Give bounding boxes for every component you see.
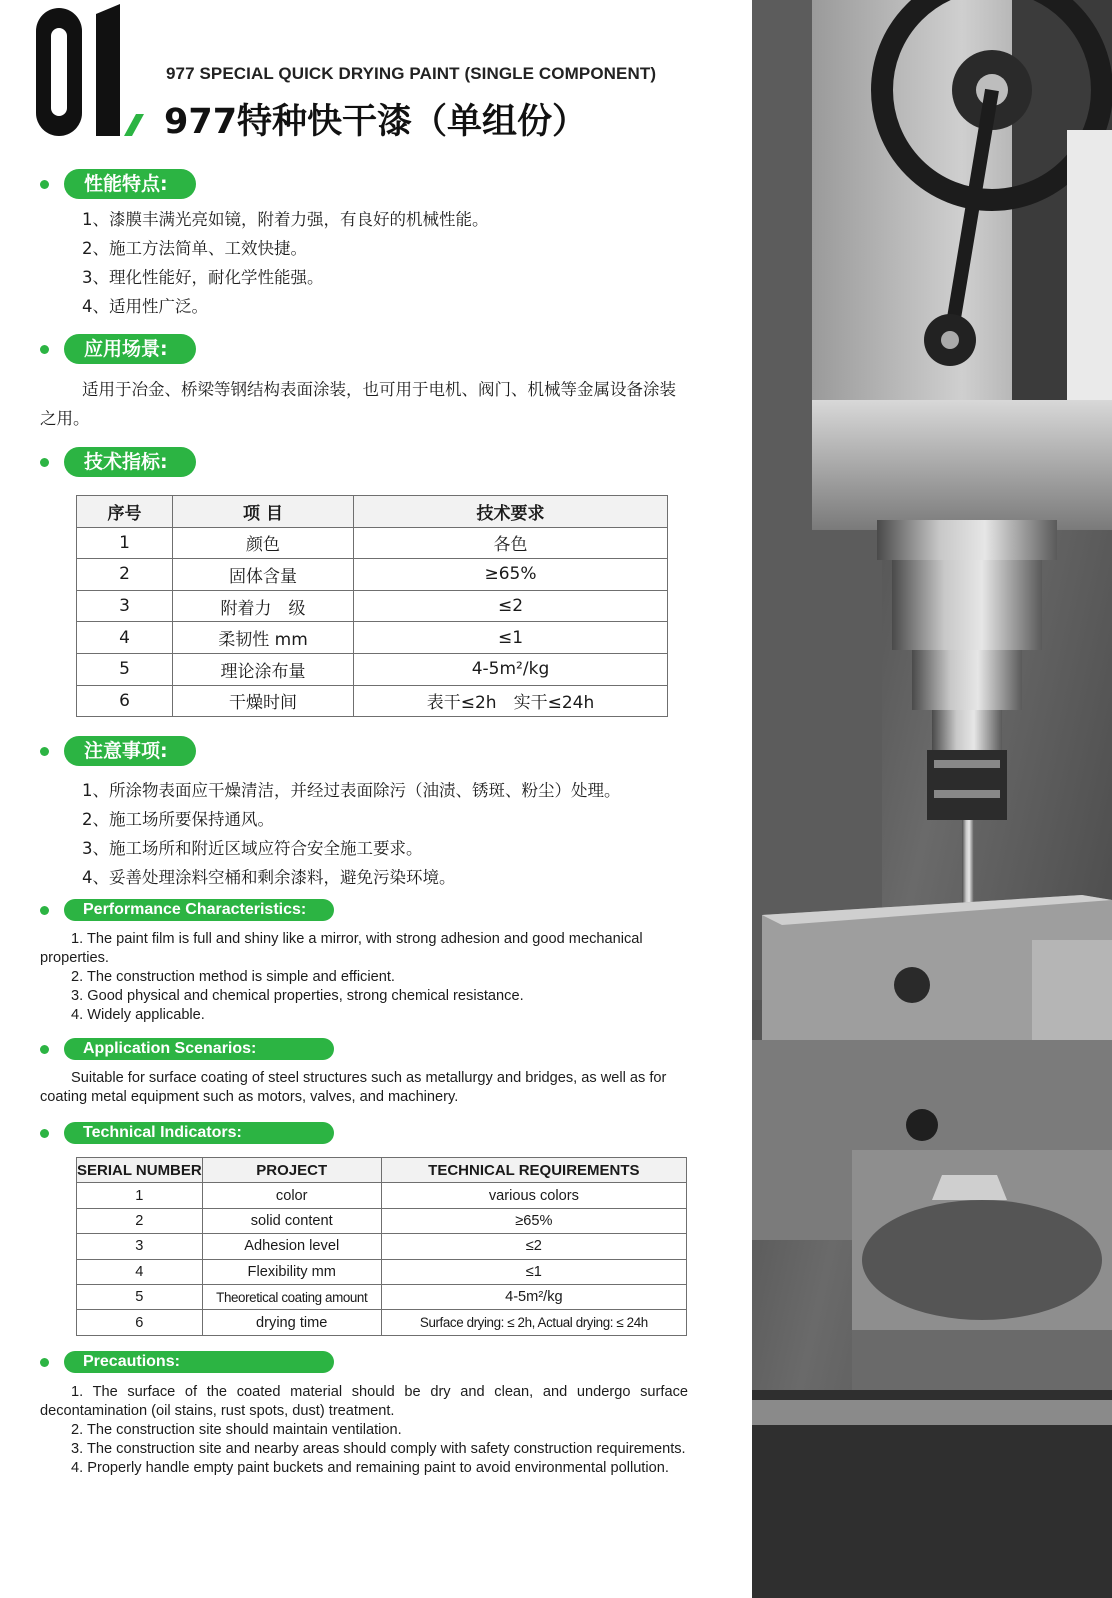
- column-header: 项 目: [173, 496, 354, 528]
- title-chinese: 977特种快干漆（单组份）: [164, 102, 588, 142]
- list-item: 1、漆膜丰满光亮如镜，附着力强，有良好的机械性能。: [82, 210, 489, 229]
- table-cell: 5: [77, 653, 173, 685]
- section-heading-precautions-cn: [40, 736, 196, 766]
- table-header-row: [77, 496, 668, 528]
- bullet-icon: [40, 906, 49, 915]
- table-cell: Surface drying: ≤ 2h, Actual drying: ≤ 24h: [381, 1310, 686, 1335]
- list-item: 3、理化性能好，耐化学性能强。: [82, 268, 324, 287]
- table-row: [77, 1310, 687, 1335]
- table-cell: 柔韧性 mm: [173, 622, 354, 654]
- table-cell: 6: [77, 685, 173, 717]
- section-heading-performance-cn: [40, 169, 196, 199]
- table-cell: ≥65%: [354, 559, 668, 591]
- list-item: 3、施工场所和附近区域应符合安全施工要求。: [82, 839, 423, 858]
- precautions-list-en: [40, 1383, 688, 1478]
- performance-list-cn: [82, 205, 489, 321]
- table-row: [77, 685, 668, 717]
- section-heading-indicators-cn: [40, 447, 196, 477]
- table-cell: 各色: [354, 527, 668, 559]
- table-row: [77, 1234, 687, 1259]
- table-cell: 3: [77, 590, 173, 622]
- table-cell: 附着力 级: [173, 590, 354, 622]
- table-row: [77, 622, 668, 654]
- table-cell: ≥65%: [381, 1208, 686, 1233]
- bullet-icon: [40, 180, 49, 189]
- table-cell: 4-5m²/kg: [381, 1284, 686, 1309]
- table-cell: Adhesion level: [202, 1234, 381, 1259]
- section-heading-precautions-en: [40, 1351, 334, 1373]
- table-cell: 固体含量: [173, 559, 354, 591]
- list-item: 1. The surface of the coated material should be dry and clean, and undergo surface decontamination (oil stains, rust spots, dust) treatment.: [40, 1384, 688, 1419]
- section-pill: Technical Indicators:: [64, 1122, 334, 1144]
- table-cell: 2: [77, 1208, 203, 1233]
- application-text-en: [40, 1069, 688, 1107]
- table-cell: ≤2: [354, 590, 668, 622]
- section-heading-indicators-en: [40, 1122, 334, 1144]
- list-item: 1. The paint film is full and shiny like a mirror, with strong adhesion and good mechanical properties.: [40, 931, 643, 966]
- table-row: [77, 527, 668, 559]
- paragraph: Suitable for surface coating of steel structures such as metallurgy and bridges, as well as for coating metal equipment such as motors, valves, and machinery.: [40, 1070, 667, 1105]
- table-cell: 4: [77, 1259, 203, 1284]
- table-cell: 2: [77, 559, 173, 591]
- list-item: 2. The construction site should maintain ventilation.: [71, 1422, 402, 1438]
- list-item: 2. The construction method is simple and efficient.: [71, 969, 395, 985]
- column-header: 技术要求: [354, 496, 668, 528]
- table-header-row: [77, 1158, 687, 1183]
- bullet-icon: [40, 747, 49, 756]
- section-pill: Performance Characteristics:: [64, 899, 334, 921]
- table-cell: drying time: [202, 1310, 381, 1335]
- section-pill: 性能特点:: [64, 169, 196, 199]
- indicators-table-en: [76, 1157, 687, 1336]
- table-cell: 干燥时间: [173, 685, 354, 717]
- column-header: PROJECT: [202, 1158, 381, 1183]
- table-cell: 1: [77, 1183, 203, 1208]
- section-pill: Application Scenarios:: [64, 1038, 334, 1060]
- table-row: [77, 653, 668, 685]
- list-item: 2、施工方法简单、工效快捷。: [82, 239, 307, 258]
- table-cell: 3: [77, 1234, 203, 1259]
- table-row: [77, 590, 668, 622]
- table-row: [77, 1208, 687, 1233]
- list-item: 4、适用性广泛。: [82, 297, 208, 316]
- list-item: 1、所涂物表面应干燥清洁，并经过表面除污（油渍、锈斑、粉尘）处理。: [82, 781, 621, 800]
- title-english: 977 SPECIAL QUICK DRYING PAINT (SINGLE COMPONENT): [166, 64, 657, 83]
- table-cell: ≤1: [354, 622, 668, 654]
- table-row: [77, 1183, 687, 1208]
- section-number-graphic: [36, 2, 144, 140]
- section-pill: 技术指标:: [64, 447, 196, 477]
- table-cell: various colors: [381, 1183, 686, 1208]
- table-cell: 1: [77, 527, 173, 559]
- section-pill: 注意事项:: [64, 736, 196, 766]
- list-item: 2、施工场所要保持通风。: [82, 810, 274, 829]
- application-text-cn: 适用于冶金、桥梁等钢结构表面涂装，也可用于电机、阀门、机械等金属设备涂装之用。: [40, 380, 676, 428]
- table-cell: 4: [77, 622, 173, 654]
- table-cell: 6: [77, 1310, 203, 1335]
- bullet-icon: [40, 1129, 49, 1138]
- list-item: 4、妥善处理涂料空桶和剩余漆料，避免污染环境。: [82, 868, 456, 887]
- bullet-icon: [40, 1045, 49, 1054]
- drill-press-photo: [752, 0, 1112, 1598]
- section-pill: Precautions:: [64, 1351, 334, 1373]
- table-cell: solid content: [202, 1208, 381, 1233]
- table-cell: Flexibility mm: [202, 1259, 381, 1284]
- indicators-table-cn: [76, 495, 668, 717]
- list-item: 4. Widely applicable.: [71, 1007, 205, 1023]
- table-row: [77, 1259, 687, 1284]
- table-cell: color: [202, 1183, 381, 1208]
- table-cell: 4-5m²/kg: [354, 653, 668, 685]
- table-cell: 理论涂布量: [173, 653, 354, 685]
- list-item: 4. Properly handle empty paint buckets and remaining paint to avoid environmental pollution.: [71, 1460, 669, 1476]
- table-row: [77, 1284, 687, 1309]
- bullet-icon: [40, 1358, 49, 1367]
- table-cell: ≤1: [381, 1259, 686, 1284]
- list-item: 3. The construction site and nearby areas should comply with safety construction requirements.: [71, 1441, 686, 1457]
- list-item: 3. Good physical and chemical properties, strong chemical resistance.: [71, 988, 524, 1004]
- column-header: 序号: [77, 496, 173, 528]
- table-row: [77, 559, 668, 591]
- table-cell: ≤2: [381, 1234, 686, 1259]
- bullet-icon: [40, 458, 49, 467]
- table-cell: 颜色: [173, 527, 354, 559]
- section-pill: 应用场景:: [64, 334, 196, 364]
- performance-list-en: [40, 930, 688, 1025]
- precautions-list-cn: [82, 776, 621, 892]
- table-cell: 5: [77, 1284, 203, 1309]
- table-cell: 表干≤2h 实干≤24h: [354, 685, 668, 717]
- table-cell: Theoretical coating amount: [202, 1284, 381, 1309]
- column-header: TECHNICAL REQUIREMENTS: [381, 1158, 686, 1183]
- section-heading-performance-en: [40, 899, 334, 921]
- section-heading-application-en: [40, 1038, 334, 1060]
- section-heading-application-cn: [40, 334, 196, 364]
- column-header: SERIAL NUMBER: [77, 1158, 203, 1183]
- bullet-icon: [40, 345, 49, 354]
